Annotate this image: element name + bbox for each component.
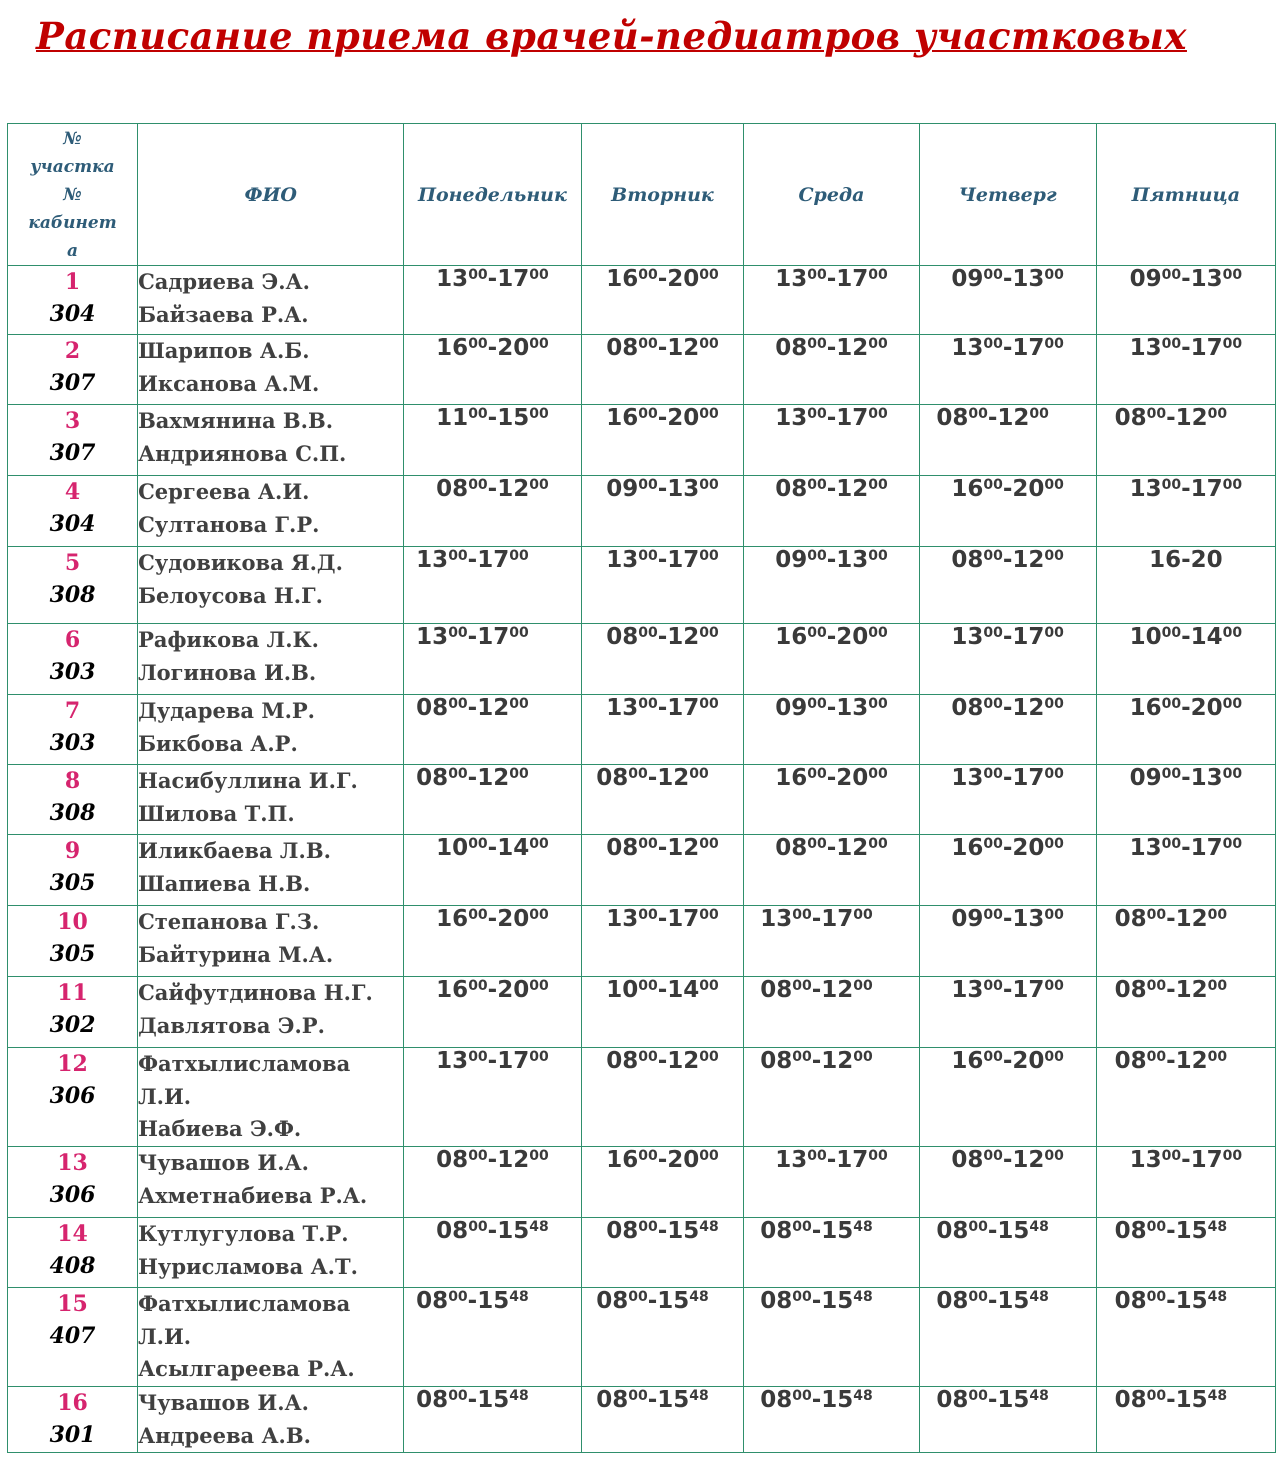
doctors-cell [138,1218,404,1288]
office-number: 303 [49,659,96,685]
district-number: 4 [64,479,81,505]
doctors-cell [138,1147,404,1218]
doctor-name: Ахметнабиева Р.А. [138,1182,368,1208]
office-number: 305 [49,870,96,896]
doctors-cell [138,335,404,405]
doctors-cell [138,765,404,835]
doctor-name: Садриева Э.А. [138,269,310,294]
doctor-name: Набиева Э.Ф. [138,1116,302,1141]
schedule-time: $13^{00}-17^{00}$ [581,695,744,765]
schedule-time: $16^{00}-20^{00}$ [581,266,744,335]
district-cell [8,547,138,624]
district-number: 5 [64,550,81,576]
table-row [8,977,1276,1048]
district-cell [8,1218,138,1288]
schedule-time: $09^{00}-13^{00}$ [1096,765,1275,835]
schedule-time: $08^{00}-15^{48}$ [404,1288,581,1387]
schedule-time: $16^{00}-20^{00}$ [919,1048,1096,1147]
doctor-name: Шилова Т.П. [138,800,295,826]
office-number: 306 [49,1083,96,1109]
table-row [8,906,1276,977]
doctor-name: Фатхылисламова [138,1051,351,1076]
schedule-time: $16^{00}-20^{00}$ [1096,695,1275,765]
schedule-time: 16-20 [1096,547,1275,624]
doctor-name: Бикбова А.Р. [138,730,298,756]
schedule-time: $09^{00}-13^{00}$ [744,547,919,624]
doctor-name: Сайфутдинова Н.Г. [138,980,373,1005]
schedule-time: $13^{00}-17^{00}$ [404,624,581,695]
schedule-time: $16^{00}-20^{00}$ [919,476,1096,547]
schedule-time: $08^{00}-12^{00}$ [1096,977,1275,1048]
header-day: Пятница [1096,124,1275,266]
schedule-time: $08^{00}-12^{00}$ [404,695,581,765]
schedule-time: $09^{00}-13^{00}$ [919,906,1096,977]
doctor-name: Вахмянина В.В. [138,408,334,433]
schedule-time: $13^{00}-17^{00}$ [744,405,919,476]
schedule-time: $08^{00}-15^{48}$ [744,1288,919,1387]
header-number-line: № [63,128,82,149]
schedule-time: $13^{00}-17^{00}$ [1096,835,1275,906]
header-day: Вторник [581,124,744,266]
office-number: 301 [49,1422,96,1448]
doctor-name: Л.И. [138,1083,192,1109]
table-row [8,405,1276,476]
district-cell [8,335,138,405]
schedule-time: $08^{00}-15^{48}$ [404,1387,581,1453]
doctor-name: Судовикова Я.Д. [138,550,343,575]
schedule-time: $16^{00}-20^{00}$ [404,906,581,977]
district-cell [8,1048,138,1147]
doctor-name: Чувашов И.А. [138,1390,309,1415]
doctor-name: Байтурина М.А. [138,941,334,967]
schedule-time: $09^{00}-13^{00}$ [744,695,919,765]
header-day: Среда [744,124,919,266]
schedule-time: $13^{00}-17^{00}$ [404,266,581,335]
schedule-time: $16^{00}-20^{00}$ [404,977,581,1048]
district-cell [8,1288,138,1387]
doctor-name: Давлятова Э.Р. [138,1012,325,1038]
schedule-time: $08^{00}-12^{00}$ [1096,405,1275,476]
doctors-cell [138,624,404,695]
schedule-time: $13^{00}-17^{00}$ [404,547,581,624]
office-number: 308 [49,800,96,826]
district-number: 14 [57,1221,88,1247]
schedule-time: $08^{00}-12^{00}$ [919,695,1096,765]
district-cell [8,1147,138,1218]
schedule-time: $11^{00}-15^{00}$ [404,405,581,476]
district-number: 16 [57,1390,88,1416]
schedule-time: $08^{00}-15^{48}$ [581,1387,744,1453]
schedule-time: $16^{00}-20^{00}$ [744,765,919,835]
page-title: Расписание приема врачей-педиатров участковых [36,14,1187,58]
schedule-table [7,123,1276,1453]
office-number: 407 [49,1323,96,1349]
office-number: 304 [49,301,96,327]
schedule-time: $13^{00}-17^{00}$ [744,266,919,335]
schedule-time: $13^{00}-17^{00}$ [919,765,1096,835]
schedule-time: $08^{00}-12^{00}$ [744,476,919,547]
doctor-name: Л.И. [138,1323,192,1349]
doctors-cell [138,1288,404,1387]
schedule-time: $16^{00}-20^{00}$ [581,405,744,476]
doctor-name: Шарипов А.Б. [138,338,310,363]
schedule-time: $10^{00}-14^{00}$ [1096,624,1275,695]
schedule-time: $09^{00}-13^{00}$ [919,266,1096,335]
schedule-time: $08^{00}-15^{48}$ [1096,1387,1275,1453]
office-number: 302 [49,1012,96,1038]
schedule-time: $08^{00}-12^{00}$ [744,835,919,906]
district-cell [8,624,138,695]
doctor-name: Насибуллина И.Г. [138,768,358,793]
office-number: 307 [49,440,96,466]
schedule-time: $08^{00}-15^{48}$ [1096,1288,1275,1387]
office-number: 304 [49,511,96,537]
table-row [8,476,1276,547]
district-number: 7 [64,698,81,724]
header-number-line: а [67,240,79,261]
doctor-name: Дударева М.Р. [138,698,315,723]
district-number: 12 [57,1051,88,1077]
district-number: 6 [64,627,81,653]
schedule-time: $08^{00}-12^{00}$ [744,335,919,405]
district-number: 15 [57,1291,88,1317]
schedule-time: $16^{00}-20^{00}$ [581,1147,744,1218]
doctor-name: Чувашов И.А. [138,1150,309,1175]
district-number: 10 [57,909,88,935]
header-number-line: участка [30,156,115,177]
schedule-time: $10^{00}-14^{00}$ [581,977,744,1048]
schedule-time: $13^{00}-17^{00}$ [581,547,744,624]
district-number: 1 [64,269,81,295]
district-cell [8,405,138,476]
doctor-name: Иксанова А.М. [138,370,320,396]
doctors-cell [138,695,404,765]
district-number: 9 [64,838,81,864]
district-number: 11 [57,980,88,1006]
district-cell [8,835,138,906]
doctor-name: Андреева А.В. [138,1422,311,1448]
doctor-name: Фатхылисламова [138,1291,351,1316]
schedule-time: $08^{00}-12^{00}$ [919,405,1096,476]
schedule-time: $13^{00}-17^{00}$ [919,335,1096,405]
doctors-cell [138,547,404,624]
district-cell [8,695,138,765]
schedule-time: $08^{00}-12^{00}$ [1096,906,1275,977]
district-cell [8,1387,138,1453]
district-cell [8,906,138,977]
schedule-time: $16^{00}-20^{00}$ [744,624,919,695]
schedule-time: $08^{00}-15^{48}$ [404,1218,581,1288]
schedule-time: $08^{00}-12^{00}$ [744,977,919,1048]
schedule-time: $13^{00}-17^{00}$ [744,906,919,977]
schedule-time: $08^{00}-15^{48}$ [744,1218,919,1288]
header-day: Понедельник [404,124,581,266]
table-row [8,835,1276,906]
district-number: 3 [64,408,81,434]
schedule-time: $16^{00}-20^{00}$ [404,335,581,405]
header-fio: ФИО [138,124,404,266]
table-row [8,1288,1276,1387]
schedule-time: $08^{00}-12^{00}$ [1096,1048,1275,1147]
schedule-time: $16^{00}-20^{00}$ [919,835,1096,906]
schedule-time: $08^{00}-15^{48}$ [919,1218,1096,1288]
schedule-time: $08^{00}-12^{00}$ [581,1048,744,1147]
table-row [8,1048,1276,1147]
doctor-name: Кутлугулова Т.Р. [138,1221,349,1246]
schedule-time: $08^{00}-12^{00}$ [919,1147,1096,1218]
schedule-time: $08^{00}-12^{00}$ [404,765,581,835]
schedule-time: $13^{00}-17^{00}$ [744,1147,919,1218]
schedule-time: $09^{00}-13^{00}$ [1096,266,1275,335]
schedule-time: $08^{00}-12^{00}$ [744,1048,919,1147]
office-number: 308 [49,582,96,608]
doctor-name: Степанова Г.З. [138,909,320,934]
table-row [8,765,1276,835]
district-number: 2 [64,338,81,364]
header-number [8,124,138,266]
office-number: 408 [49,1253,96,1279]
schedule-time: $08^{00}-12^{00}$ [404,1147,581,1218]
header-number-line: кабинет [28,212,117,233]
schedule-time: $08^{00}-15^{48}$ [919,1387,1096,1453]
doctor-name: Белоусова Н.Г. [138,582,323,608]
doctors-cell [138,405,404,476]
table-row [8,1147,1276,1218]
doctor-name: Рафикова Л.К. [138,627,319,652]
doctor-name: Нурисламова А.Т. [138,1253,358,1279]
table-row [8,335,1276,405]
schedule-time: $08^{00}-15^{48}$ [1096,1218,1275,1288]
district-cell [8,476,138,547]
header-row [8,124,1276,266]
schedule-time: $09^{00}-13^{00}$ [581,476,744,547]
district-number: 8 [64,768,81,794]
schedule-time: $08^{00}-12^{00}$ [919,547,1096,624]
schedule-time: $08^{00}-12^{00}$ [581,835,744,906]
doctors-cell [138,906,404,977]
schedule-time: $08^{00}-12^{00}$ [404,476,581,547]
schedule-time: $08^{00}-15^{48}$ [744,1387,919,1453]
office-number: 305 [49,941,96,967]
schedule-time: $10^{00}-14^{00}$ [404,835,581,906]
table-row [8,547,1276,624]
office-number: 307 [49,370,96,396]
schedule-time: $13^{00}-17^{00}$ [1096,1147,1275,1218]
header-day: Четверг [919,124,1096,266]
header-number-line: № [63,184,82,205]
schedule-time: $08^{00}-12^{00}$ [581,624,744,695]
table-row [8,624,1276,695]
schedule-time: $08^{00}-15^{48}$ [581,1218,744,1288]
schedule-time: $08^{00}-12^{00}$ [581,335,744,405]
doctors-cell [138,1387,404,1453]
doctor-name: Андриянова С.П. [138,440,347,466]
schedule-time: $13^{00}-17^{00}$ [919,977,1096,1048]
schedule-time: $13^{00}-17^{00}$ [919,624,1096,695]
schedule-time: $13^{00}-17^{00}$ [1096,335,1275,405]
doctors-cell [138,266,404,335]
doctors-cell [138,476,404,547]
schedule-time: $13^{00}-17^{00}$ [581,906,744,977]
schedule-time: $13^{00}-17^{00}$ [1096,476,1275,547]
district-cell [8,266,138,335]
doctor-name: Сергеева А.И. [138,479,310,504]
doctors-cell [138,835,404,906]
schedule-time: $08^{00}-15^{48}$ [581,1288,744,1387]
doctor-name: Шапиева Н.В. [138,870,311,896]
doctor-name: Иликбаева Л.В. [138,838,331,863]
doctor-name: Султанова Г.Р. [138,511,320,537]
schedule-time: $08^{00}-15^{48}$ [919,1288,1096,1387]
doctor-name: Байзаева Р.А. [138,301,309,327]
district-cell [8,977,138,1048]
district-number: 13 [57,1150,88,1176]
schedule-time: $08^{00}-12^{00}$ [581,765,744,835]
table-row [8,1387,1276,1453]
office-number: 306 [49,1182,96,1208]
office-number: 303 [49,730,96,756]
doctors-cell [138,1048,404,1147]
schedule-time: $13^{00}-17^{00}$ [404,1048,581,1147]
doctor-name: Асылгареева Р.А. [138,1356,355,1381]
table-row [8,695,1276,765]
table-row [8,266,1276,335]
district-cell [8,765,138,835]
doctor-name: Логинова И.В. [138,659,317,685]
table-row [8,1218,1276,1288]
doctors-cell [138,977,404,1048]
